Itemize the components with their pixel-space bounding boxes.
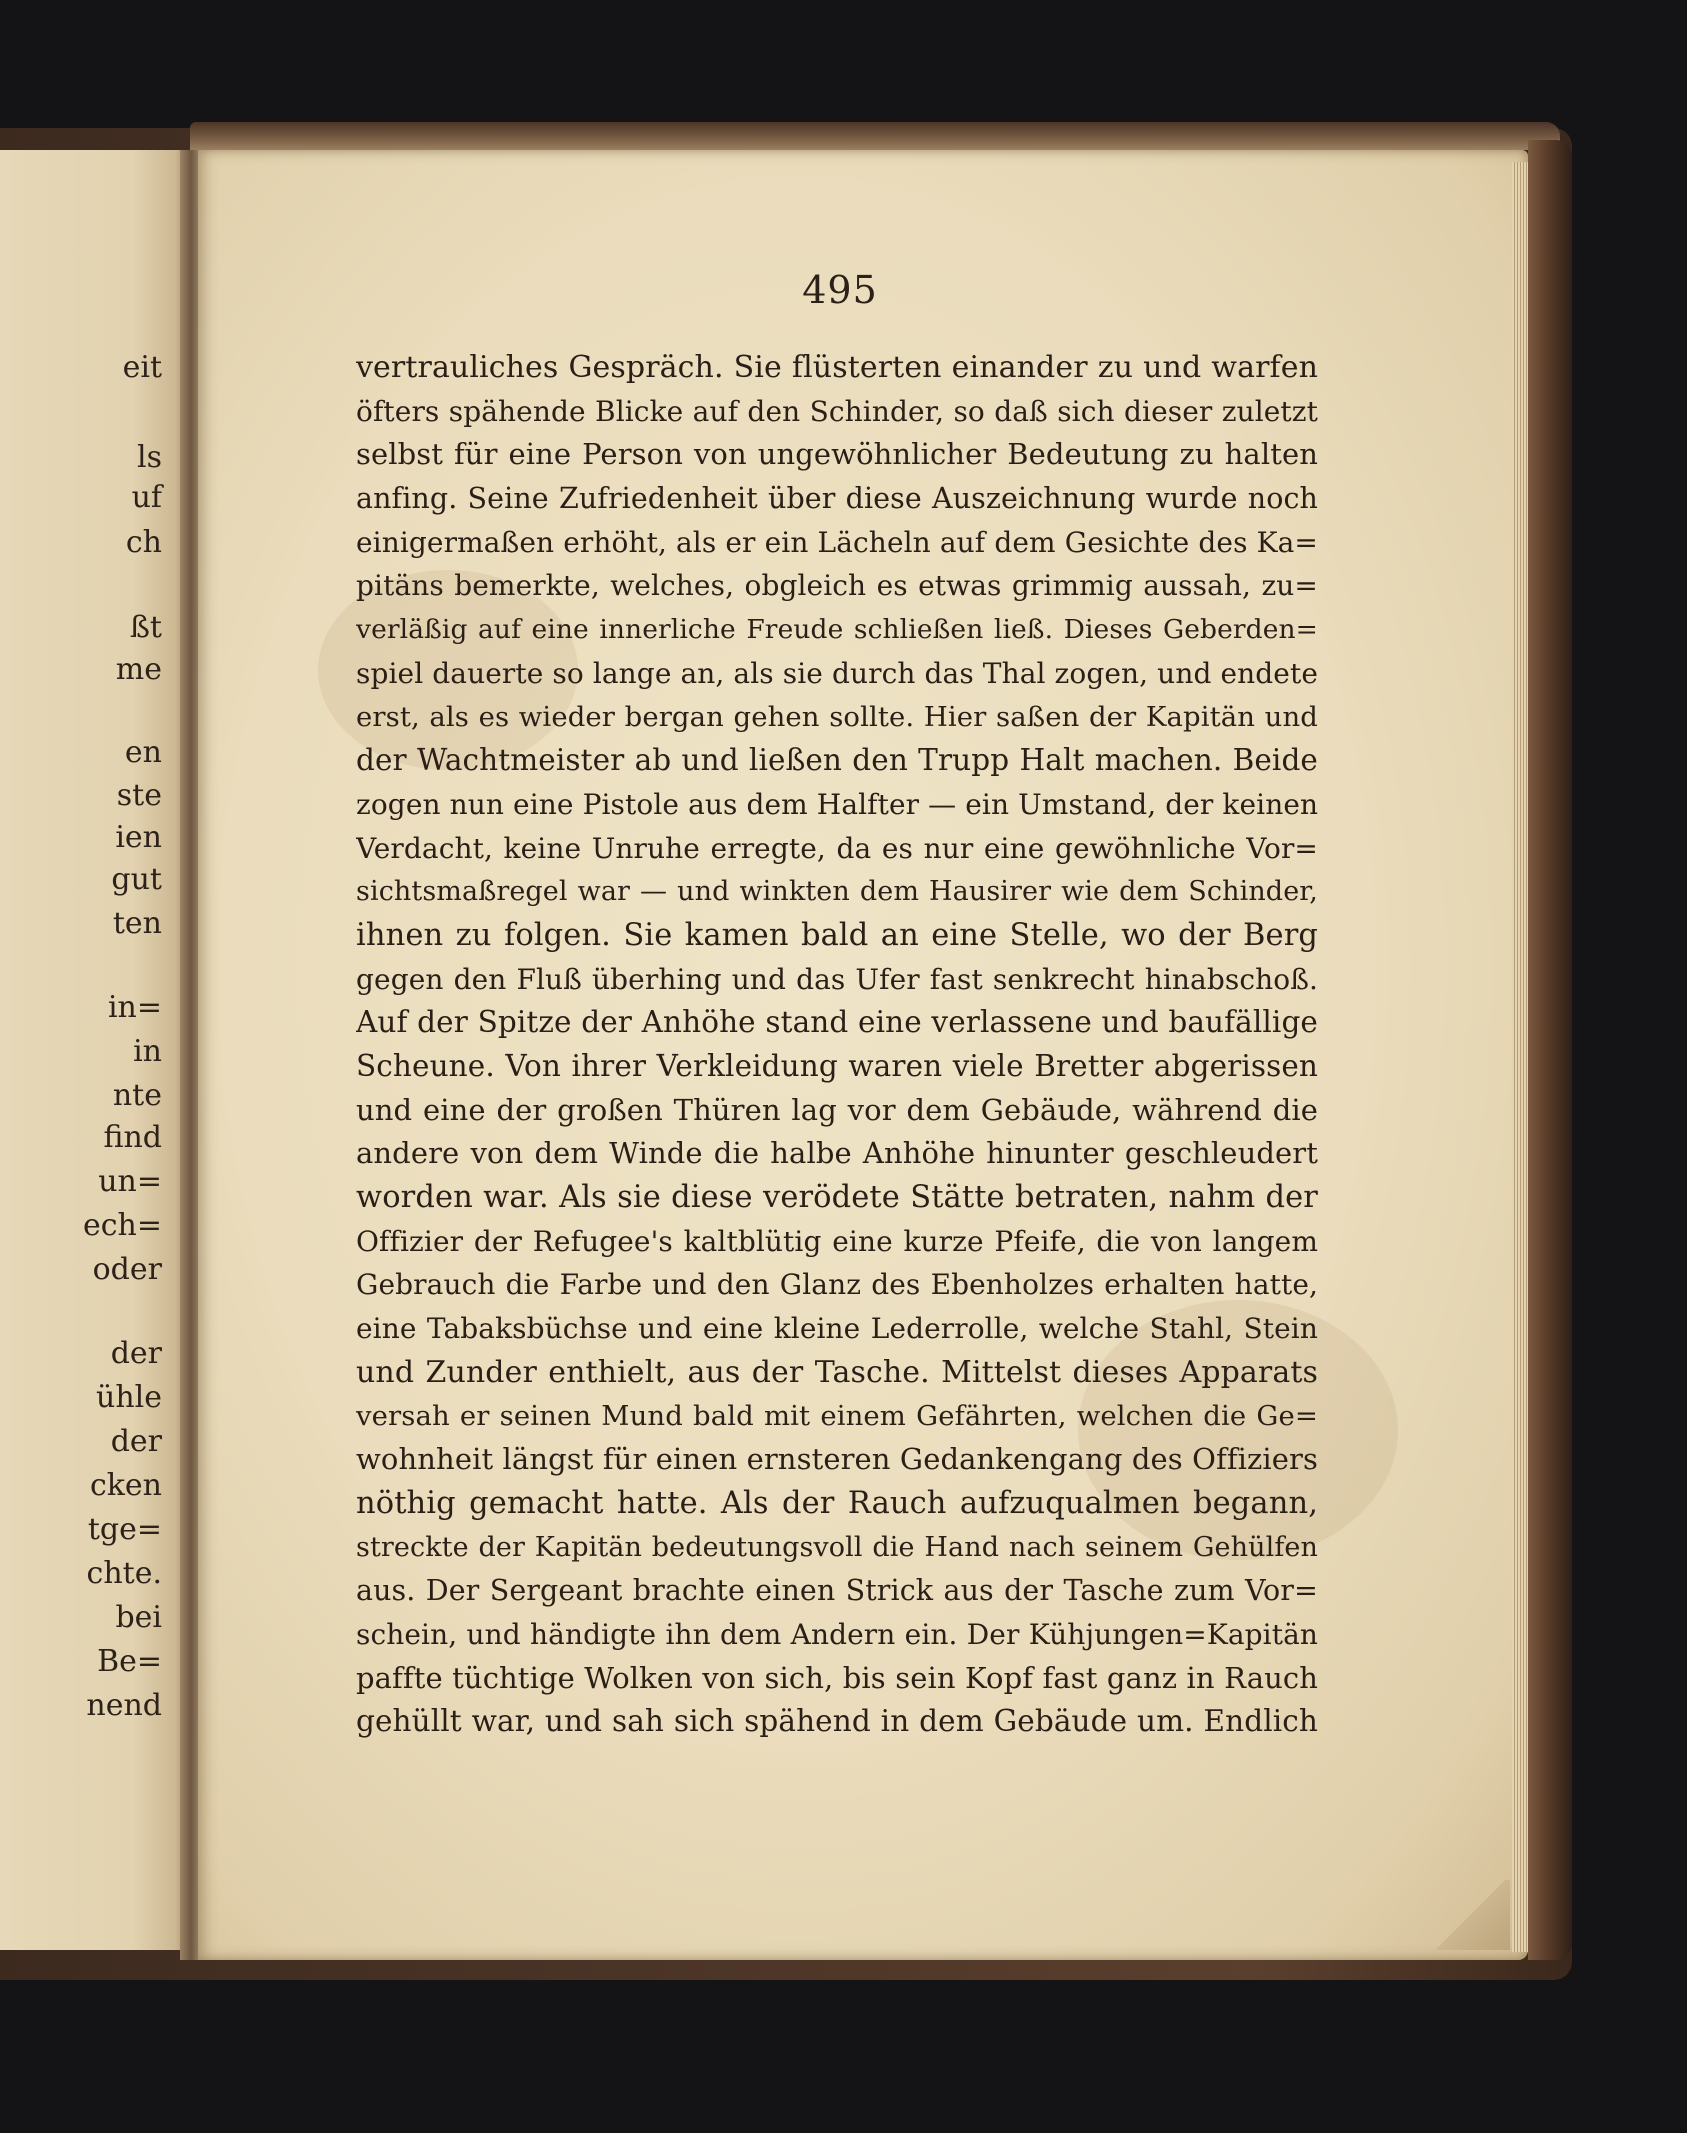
text-line: der Wachtmeister ab und ließen den Trupp Halt machen. Beide — [356, 743, 1318, 778]
page-number: 495 — [802, 268, 878, 312]
text-line: nöthig gemacht hatte. Als der Rauch aufzuqualmen begann, — [356, 1485, 1318, 1521]
left-page-fragment: ls — [137, 440, 162, 475]
text-line: Scheune. Von ihrer Verkleidung waren viele Bretter abgerissen — [356, 1049, 1318, 1083]
text-line: erst, als es wieder bergan gehen sollte. Hier saßen der Kapitän und — [356, 700, 1318, 733]
left-page-fragment: gut — [111, 862, 162, 897]
text-line: vertrauliches Gespräch. Sie flüsterten einander zu und warfen — [356, 350, 1318, 385]
left-page-fragment: Be= — [97, 1644, 162, 1679]
text-line: gehüllt war, und sah sich spähend in dem Gebäude um. Endlich — [356, 1704, 1318, 1739]
left-page-fragment: in — [133, 1034, 162, 1069]
left-page-fragment: nte — [112, 1078, 162, 1113]
left-page-fragment: der — [110, 1424, 162, 1459]
text-line: Auf der Spitze der Anhöhe stand eine verlassene und baufällige — [356, 1005, 1318, 1040]
text-line: aus. Der Sergeant brachte einen Strick aus der Tasche zum Vor= — [356, 1574, 1318, 1608]
left-page-fragment: find — [103, 1120, 162, 1155]
left-page-fragment: ech= — [82, 1208, 162, 1243]
text-line: pitäns bemerkte, welches, obgleich es etwas grimmig aussah, zu= — [356, 569, 1318, 603]
left-page-fragment: ch — [125, 525, 162, 560]
left-page-fragment: ste — [116, 778, 162, 813]
page-edges — [1512, 162, 1528, 1952]
text-line: schein, und händigte ihn dem Andern ein. Der Kühjungen=Kapitän — [356, 1617, 1318, 1651]
cover-right-edge — [1528, 140, 1572, 1960]
text-line: gegen den Fluß überhing und das Ufer fast senkrecht hinabschoß. — [356, 962, 1318, 996]
left-page-fragment: me — [115, 652, 162, 687]
left-page-fragment: der — [110, 1336, 162, 1371]
left-page-fragment: en — [124, 735, 162, 770]
text-line: und eine der großen Thüren lag vor dem Gebäude, während die — [356, 1092, 1318, 1127]
left-page-text-fragments — [0, 350, 170, 1750]
left-page-fragment: chte. — [86, 1556, 162, 1591]
text-line: spiel dauerte so lange an, als sie durch das Thal zogen, und endete — [356, 656, 1318, 690]
left-page-fragment: ühle — [96, 1380, 162, 1415]
left-page-fragment: bei — [115, 1600, 162, 1635]
text-line: selbst für eine Person von ungewöhnlicher Bedeutung zu halten — [356, 437, 1318, 472]
text-line: versah er seinen Mund bald mit einem Gefährten, welchen die Ge= — [356, 1399, 1318, 1432]
cover-top-edge — [190, 122, 1560, 150]
left-page-fragment: un= — [98, 1164, 162, 1199]
left-page-fragment: tge= — [87, 1512, 162, 1547]
text-line: streckte der Kapitän bedeutungsvoll die Hand nach seinem Gehülfen — [356, 1531, 1318, 1563]
text-line: andere von dem Winde die halbe Anhöhe hinunter geschleudert — [356, 1136, 1318, 1171]
text-line: öfters spähende Blicke auf den Schinder, so daß sich dieser zuletzt — [356, 394, 1318, 428]
left-page-fragment: ten — [112, 906, 162, 941]
text-line: Gebrauch die Farbe und den Glanz des Ebenholzes erhalten hatte, — [356, 1268, 1318, 1302]
left-page-fragment: nend — [86, 1688, 162, 1723]
left-page-fragment: ien — [115, 820, 162, 855]
text-line: anfing. Seine Zufriedenheit über diese Auszeichnung wurde noch — [356, 482, 1318, 516]
corner-fold — [1430, 1880, 1510, 1950]
left-page-fragment: oder — [92, 1252, 162, 1287]
text-line: eine Tabaksbüchse und eine kleine Lederrolle, welche Stahl, Stein — [356, 1312, 1318, 1346]
left-page-fragment: cken — [89, 1468, 162, 1503]
text-line: Offizier der Refugee's kaltblütig eine kurze Pfeife, die von langem — [356, 1224, 1318, 1258]
left-page-fragment: in= — [107, 990, 162, 1025]
text-line: ihnen zu folgen. Sie kamen bald an eine Stelle, wo der Berg — [356, 917, 1318, 953]
text-line: und Zunder enthielt, aus der Tasche. Mittelst dieses Apparats — [356, 1354, 1318, 1390]
left-page-fragment: eit — [122, 350, 162, 385]
text-line: zogen nun eine Pistole aus dem Halfter — ein Umstand, der keinen — [356, 787, 1318, 821]
text-line: Verdacht, keine Unruhe erregte, da es nur eine gewöhnliche Vor= — [356, 831, 1318, 865]
text-line: einigermaßen erhöht, als er ein Lächeln auf dem Gesichte des Ka= — [356, 525, 1318, 559]
text-line: sichtsmaßregel war — und winkten dem Hausirer wie dem Schinder, — [356, 876, 1318, 908]
text-line: wohnheit längst für einen ernsteren Gedankengang des Offiziers — [356, 1442, 1318, 1477]
text-line: verläßig auf eine innerliche Freude schließen ließ. Dieses Geberden= — [356, 614, 1318, 646]
left-page-fragment: ßt — [129, 610, 162, 645]
page-body-text — [356, 346, 1318, 1766]
text-line: worden war. Als sie diese verödete Stätte betraten, nahm der — [356, 1180, 1318, 1216]
text-line: paffte tüchtige Wolken von sich, bis sein Kopf fast ganz in Rauch — [356, 1660, 1318, 1695]
left-page-fragment: uf — [131, 480, 162, 515]
